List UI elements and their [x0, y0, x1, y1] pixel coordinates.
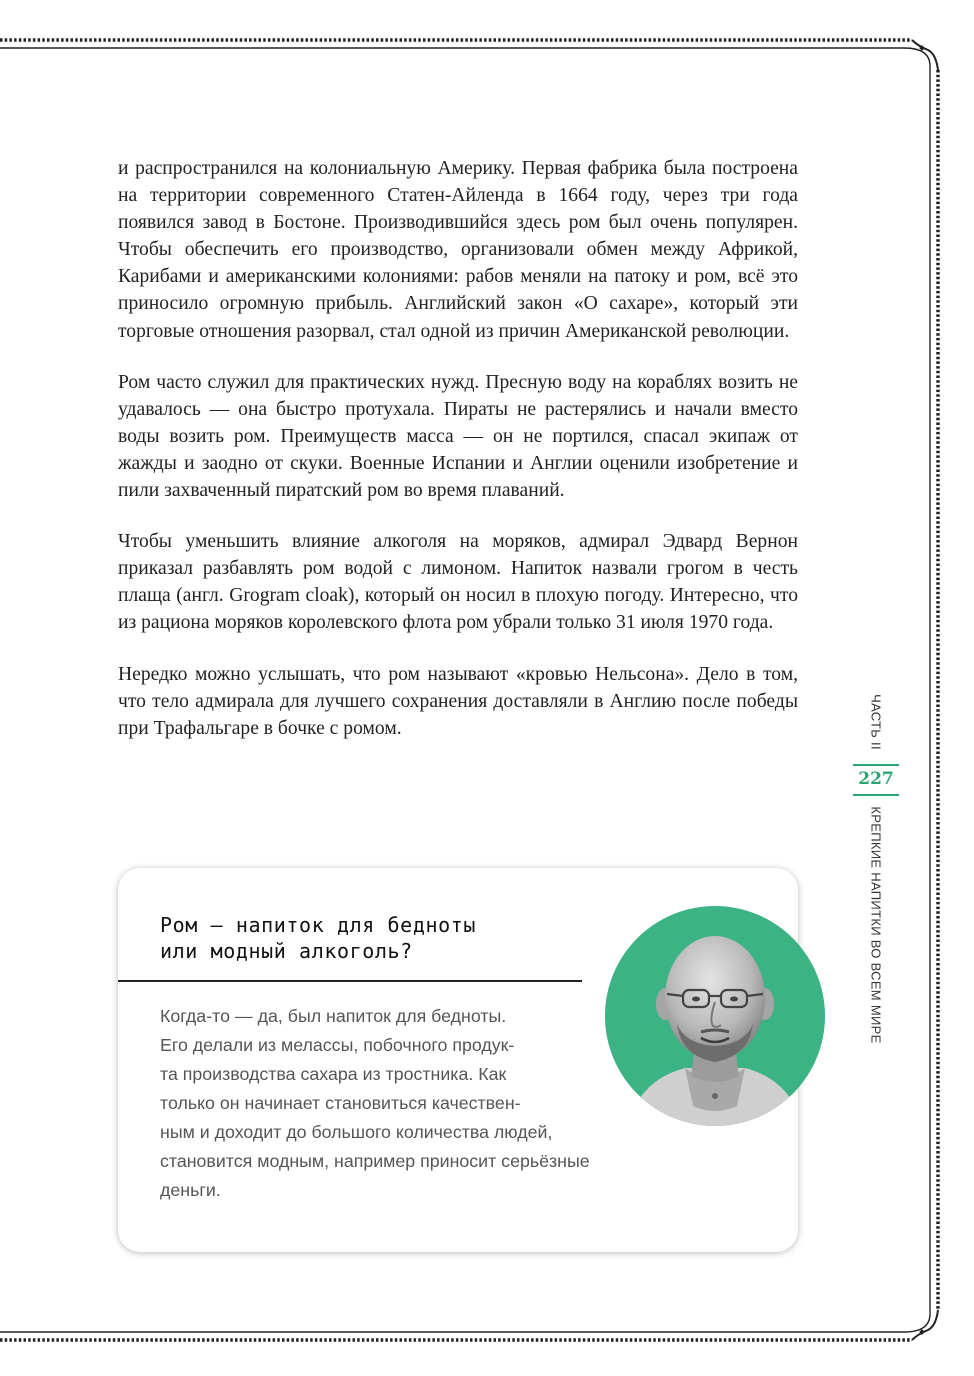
callout-text-line: та производства сахара из тростника. Как — [160, 1064, 507, 1084]
callout-text-line: только он начинает становиться качествен- — [160, 1093, 521, 1113]
callout-title-line: или модный алкоголь? — [160, 939, 413, 963]
callout-text-line: деньги. — [160, 1180, 221, 1200]
callout-text-line: Его делали из мелассы, побочного продук- — [160, 1035, 515, 1055]
page-number: 227 — [858, 769, 894, 789]
page-number-rule-bottom — [853, 794, 899, 796]
callout-divider — [118, 980, 582, 982]
paragraph: Нередко можно услышать, что ром называют «кровью Нельсона». Дело в том, что тело адмирала для лучшего сохранения доставляли в Англию после победы при Трафальгаре в бочке с ромом. — [118, 663, 798, 739]
portrait-photo-icon — [605, 906, 825, 1126]
article-body — [118, 155, 798, 766]
callout-text-line: ным и доходит до большого количества людей, — [160, 1122, 553, 1142]
paragraph: Чтобы уменьшить влияние алкоголя на моряков, адмирал Эдвард Вернон приказал разбавлять ром водой с лимоном. Напиток назвали грогом в честь плаща (англ. Grogram cloak), который он носил в плохую погоду. Интересно, что из рациона моряков королевского флота ром убрали только 31 июля 1970 года. — [118, 531, 798, 634]
callout-answer — [160, 1002, 630, 1205]
callout-title — [160, 912, 476, 964]
callout-text-line: становится модным, например приносит серьёзные — [160, 1151, 590, 1171]
callout-title-line: Ром — напиток для бедноты — [160, 913, 477, 937]
book-title: КРЕПКИЕ НАПИТКИ ВО ВСЕМ МИРЕ — [868, 806, 884, 1044]
paragraph: и распространился на колониальную Америку. Первая фабрика была построена на территории современного Статен-Айленда в 1664 году, через три года появился завод в Бостоне. Производившийся здесь ром был очень популярен. Чтобы обеспечить его производство, организовали обмен между Африкой, Карибами и американскими колониями: рабов меняли на патоку и ром, всё это приносило огромную прибыль. Английский закон «О сахаре», который эти торговые отношения разорвал, стал одной из причин Американской революции. — [118, 158, 798, 342]
callout-box — [118, 868, 798, 1252]
callout-text-line: Когда-то — да, был напиток для бедноты. — [160, 1006, 507, 1026]
paragraph: Ром часто служил для практических нужд. Пресную воду на кораблях возить не удавалось — она быстро протухала. Пираты не растерялись и начали вместо воды возить ром. Преимуществ масса — он не портился, спасал экипаж от жажды и заодно от скуки. Военные Испании и Англии оценили изобретение и пили захваченный пиратский ром во время плаваний. — [118, 371, 798, 502]
part-label: ЧАСТЬ II — [868, 694, 884, 750]
